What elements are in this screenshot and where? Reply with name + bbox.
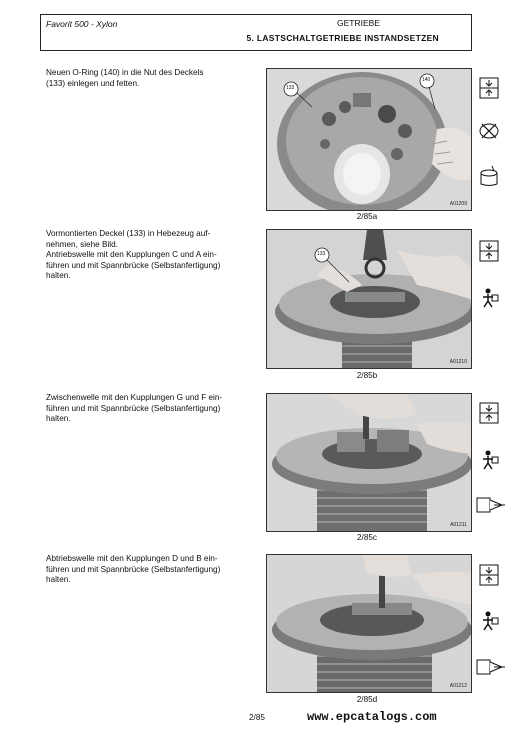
special-tool-icon [476,494,506,516]
figure-caption: 2/85b [356,371,378,380]
grease-icon [478,165,500,187]
step-1-text: Neuen O-Ring (140) in die Nut des Deckels (133) einlegen und fetten. [46,68,204,88]
lift-icon [478,402,500,424]
figure-caption: 2/85c [356,533,378,542]
photo-code: A01210 [449,359,467,365]
photo-code: A01211 [450,522,467,528]
page-number: 2/85 [249,713,265,722]
lift-icon [478,564,500,586]
callout-133: 133 [286,85,295,91]
model-name: Favorit 500 - Xylon [46,19,118,29]
chapter-title: 5. LASTSCHALTGETRIEBE INSTANDSETZEN [246,33,439,43]
callout-133: 133 [317,251,326,257]
assemble-icon [478,610,500,632]
website-watermark[interactable]: www.epcatalogs.com [307,710,437,724]
step-1-photo [266,68,472,211]
figure-caption: 2/85a [356,212,378,221]
assemble-icon [478,287,500,309]
assemble-icon [478,449,500,471]
callout-140: 140 [422,77,431,83]
step-3-photo [266,393,472,532]
special-tool-icon [476,656,506,678]
step-4-photo [266,554,472,693]
step-2-text: Vormontierten Deckel (133) in Hebezeug auf- nehmen, siehe Bild. Antriebswelle mit den Kupplungen C und A ein- führen und mit Spannbrücke (Selbstanfertigung) halten. [46,229,221,281]
figure-caption: 2/85d [356,695,378,704]
step-4-text: Abtriebswelle mit den Kupplungen D und B ein- führen und mit Spannbrücke (Selbstanfertigung) halten. [46,554,221,585]
lift-icon [478,77,500,99]
no-lubricant-icon [478,120,500,142]
step-2-photo [266,229,472,369]
page-header [40,14,472,51]
step-3-text: Zwischenwelle mit den Kupplungen G und F ein- führen und mit Spannbrücke (Selbstanfertigung) halten. [46,393,223,424]
photo-code: A01212 [449,683,467,689]
section-label: GETRIEBE [337,18,380,28]
lift-icon [478,240,500,262]
photo-code: A01209 [449,201,467,207]
